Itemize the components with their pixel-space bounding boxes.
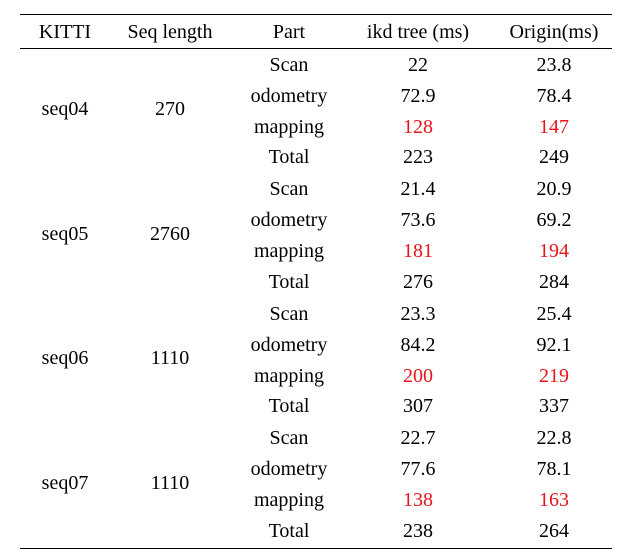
- seq-length-value: 270: [155, 98, 185, 120]
- ikd-cell: 77.6: [400, 458, 436, 480]
- origin-cell: 23.8: [536, 54, 572, 76]
- ikd-cell: 22: [408, 54, 428, 76]
- part-cell: Scan: [269, 54, 309, 76]
- ikd-cell: 238: [403, 520, 433, 542]
- origin-cell: 25.4: [536, 303, 572, 325]
- bottom-rule: [20, 548, 612, 549]
- part-cell: Scan: [269, 303, 309, 325]
- origin-cell-highlight: 219: [539, 365, 569, 387]
- ikd-cell: 276: [403, 271, 433, 293]
- part-cell: Total: [268, 395, 310, 417]
- ikd-cell-highlight: 200: [403, 365, 433, 387]
- part-cell: mapping: [254, 489, 324, 511]
- header-ikd-tree: ikd tree (ms): [366, 21, 470, 43]
- ikd-cell: 223: [403, 146, 433, 168]
- origin-cell: 337: [539, 395, 569, 417]
- origin-cell: 20.9: [536, 178, 572, 200]
- part-cell: odometry: [250, 209, 328, 231]
- part-cell: Total: [268, 146, 310, 168]
- header-part: Part: [272, 21, 306, 43]
- ikd-cell: 23.3: [400, 303, 436, 325]
- ikd-cell: 84.2: [400, 334, 436, 356]
- part-cell: odometry: [250, 334, 328, 356]
- header-kitti: KITTI: [38, 21, 92, 43]
- origin-cell-highlight: 194: [539, 240, 569, 262]
- ikd-cell-highlight: 181: [403, 240, 433, 262]
- ikd-cell: 73.6: [400, 209, 436, 231]
- ikd-cell: 21.4: [400, 178, 436, 200]
- origin-cell: 69.2: [536, 209, 572, 231]
- origin-cell: 264: [539, 520, 569, 542]
- origin-cell: 92.1: [536, 334, 572, 356]
- part-cell: odometry: [250, 458, 328, 480]
- origin-cell: 78.1: [536, 458, 572, 480]
- origin-cell-highlight: 163: [539, 489, 569, 511]
- part-cell: odometry: [250, 85, 328, 107]
- seq-label: seq04: [41, 98, 89, 120]
- origin-cell: 78.4: [536, 85, 572, 107]
- seq-length-value: 2760: [150, 223, 190, 245]
- header-seq-length: Seq length: [127, 21, 213, 43]
- ikd-cell-highlight: 128: [403, 116, 433, 138]
- seq-length-value: 1110: [150, 347, 190, 369]
- part-cell: Scan: [269, 178, 309, 200]
- part-cell: Total: [268, 271, 310, 293]
- seq-label: seq05: [41, 223, 89, 245]
- seq-label: seq07: [41, 472, 89, 494]
- part-cell: Scan: [269, 427, 309, 449]
- top-rule: [20, 14, 612, 15]
- ikd-cell-highlight: 138: [403, 489, 433, 511]
- part-cell: mapping: [254, 240, 324, 262]
- ikd-cell: 72.9: [400, 85, 436, 107]
- origin-cell: 22.8: [536, 427, 572, 449]
- header-origin: Origin(ms): [509, 21, 599, 43]
- seq-length-value: 1110: [150, 472, 190, 494]
- seq-label: seq06: [41, 347, 89, 369]
- ikd-cell: 22.7: [400, 427, 436, 449]
- origin-cell-highlight: 147: [539, 116, 569, 138]
- part-cell: mapping: [254, 365, 324, 387]
- part-cell: mapping: [254, 116, 324, 138]
- origin-cell: 284: [539, 271, 569, 293]
- origin-cell: 249: [539, 146, 569, 168]
- header-rule: [20, 48, 612, 49]
- ikd-cell: 307: [403, 395, 433, 417]
- part-cell: Total: [268, 520, 310, 542]
